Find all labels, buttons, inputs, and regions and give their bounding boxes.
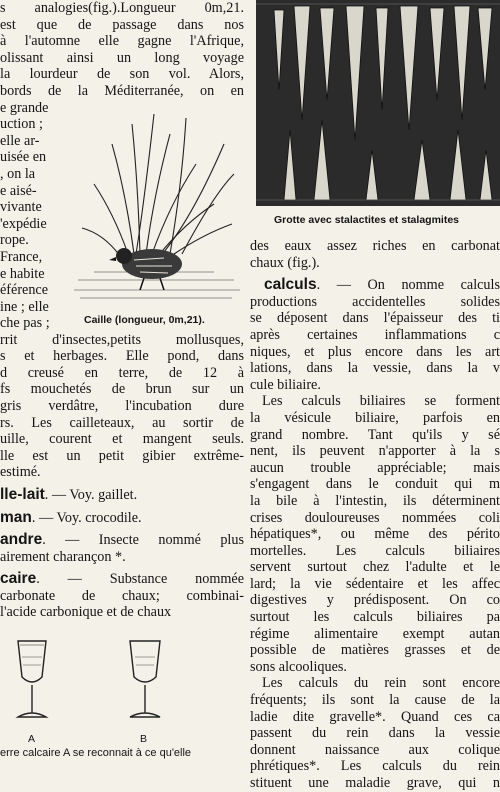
wrapped-text	[0, 100, 68, 332]
entry-definition: . — Insecte nommé plus	[42, 532, 244, 549]
text-line: est que de passage dans nos	[0, 16, 244, 33]
text-line: fs mouchetés de brun sur un	[0, 381, 244, 398]
text-line: la bile à l'intestin, ils déterminent	[250, 492, 500, 509]
grotto-illustration	[254, 0, 500, 208]
entry-line: airement charançon *.	[0, 548, 126, 565]
entry-headword: calculs	[264, 277, 317, 294]
text-line: ine ; elle	[0, 298, 49, 315]
text-line: à l'automne elle gagne l'Afrique,	[0, 33, 244, 50]
text-line: che pas ;	[0, 315, 50, 332]
text-line: régime alimentaire exempt autan	[250, 625, 500, 642]
text-line: France,	[0, 248, 43, 265]
text-line: nent, ils peuvent n'apporter à la s	[250, 443, 500, 460]
left-column	[0, 0, 244, 761]
rein-paragraph	[250, 675, 500, 791]
stalactite-icon	[254, 0, 500, 208]
entry-line	[0, 510, 244, 527]
text-line: olissant ainsi un long voyage	[0, 49, 244, 66]
text-line: d creusé en terre, de 12 à	[0, 364, 244, 381]
text-line: la lourdeur de son vol. Alors,	[0, 66, 244, 83]
entry-line	[0, 571, 244, 588]
text-line: s et herbages. Elle pond, dans	[0, 348, 244, 365]
text-line: uction ;	[0, 116, 43, 133]
calculs-entry	[250, 277, 500, 393]
text-line: surtout les calculs biliaires pa	[250, 609, 500, 626]
entry-headword: caire	[0, 571, 37, 588]
glasses-figure	[0, 621, 244, 761]
text-line: gris verdâtre, l'incubation dure	[0, 397, 244, 414]
text-line: e habite	[0, 265, 45, 282]
text-line: aucun trouble appréciable; mais	[250, 459, 500, 476]
text-line: fréquents; ils sont la cause de la	[250, 692, 500, 709]
entry-line: lations, dans la vessie, dans la v	[250, 360, 500, 377]
text-line: des eaux assez riches en carbonat	[250, 238, 500, 254]
text-line: crises douloureuses nommées coli	[250, 509, 500, 526]
text-line: Les calculs du rein sont encore	[262, 675, 500, 692]
quail-illustration	[74, 104, 240, 304]
entry-definition: . — On nomme calculs	[316, 277, 500, 294]
text-line: phrétiques*. Les calculs du rein	[250, 758, 500, 775]
entry-definition: . — Voy. gaillet.	[44, 486, 138, 503]
text-line: hépatiques*, ou même des périto	[250, 526, 500, 543]
text-line: mortelles. Les calculs biliaires	[250, 542, 500, 559]
grotto-caption: Grotte avec stalactites et stalagmites	[274, 214, 460, 226]
entry-line: productions accidentelles solides	[250, 293, 500, 310]
text-line: donnent naissance aux colique	[250, 741, 500, 758]
quail-icon	[74, 104, 240, 304]
text-line: servent surtout chez l'adulte et le	[250, 559, 500, 576]
entry-line: carbonate de chaux; combinai-	[0, 587, 244, 604]
text-line: ladie dite gravelle*. Quand ces ca	[250, 708, 500, 725]
entry-line: niques, et plus encore dans les art	[250, 343, 500, 360]
entry-line	[250, 277, 500, 294]
text-line: lard; la vie sédentaire et les affec	[250, 575, 500, 592]
entry-headword: lle-lait	[0, 486, 45, 503]
biliaires-paragraph	[250, 393, 500, 675]
text-line: rrit d'insectes,petits mollusques,	[0, 331, 244, 348]
entry-list	[0, 481, 244, 621]
text-line: stituent une maladie grave, qui n	[250, 775, 500, 791]
glass-label-a: A	[28, 733, 36, 746]
entry-line: l'acide carbonique et de chaux	[0, 604, 172, 621]
text-line: passent du rein dans la vessie	[250, 725, 500, 742]
text-line: e grande	[0, 99, 49, 116]
text-line: e aisé-	[0, 182, 37, 199]
text-line: estimé.	[0, 464, 41, 481]
text-line: elle ar-	[0, 132, 40, 149]
text-line: s'engagent dans le conduit qui m	[250, 476, 500, 493]
text-line: s analogies(fig.).Longueur 0m,21.	[0, 0, 244, 16]
text-line: 'expédie	[0, 215, 47, 232]
entry-line	[0, 487, 244, 504]
text-line: lle est un petit gibier extrême-	[0, 447, 244, 464]
entry-definition: . — Voy. crocodile.	[31, 509, 142, 526]
text-line: sons alcooliques.	[250, 658, 347, 675]
text-line: uille, courent et mangent seuls.	[0, 431, 244, 448]
entry-line	[0, 532, 244, 549]
text-line: grand nombre. Tant qu'ils y sé	[250, 426, 500, 443]
text-line: chaux (fig.).	[250, 254, 320, 271]
glass-label-b: B	[140, 733, 148, 746]
text-line: digestives y prédisposent. On co	[250, 592, 500, 609]
entry-headword: man	[0, 509, 32, 526]
text-line: vivante	[0, 199, 42, 216]
glass-caption: erre calcaire A se reconnait à ce qu'elle	[0, 747, 192, 760]
text-line: éférence	[0, 282, 49, 299]
body-paragraph	[0, 332, 244, 481]
text-line: bords de la Méditerranée, on en	[0, 82, 244, 99]
text-line: rs. Les cailleteaux, au sortir de	[0, 414, 244, 431]
glasses-icon	[0, 637, 244, 747]
intro-paragraph	[0, 0, 244, 100]
text-line: , on la	[0, 165, 36, 182]
entry-definition: . — Substance nommée	[36, 571, 244, 588]
intro-paragraph	[250, 238, 500, 271]
entry-line: se déposent dans l'épaisseur des ti	[250, 310, 500, 327]
text-line: rope.	[0, 232, 29, 249]
text-line: possible de matières grasses et de	[250, 642, 500, 659]
text-line: la vésicule biliaire, parfois en	[250, 409, 500, 426]
entry-line: après certaines inflammations c	[250, 326, 500, 343]
text-line: Les calculs biliaires se forment	[262, 393, 500, 410]
caille-block	[0, 100, 244, 332]
entry-headword: andre	[0, 532, 43, 549]
text-line: uisée en	[0, 149, 47, 166]
quail-caption: Caille (longueur, 0m,21).	[84, 313, 205, 326]
entry-line: cule biliaire.	[250, 376, 321, 393]
